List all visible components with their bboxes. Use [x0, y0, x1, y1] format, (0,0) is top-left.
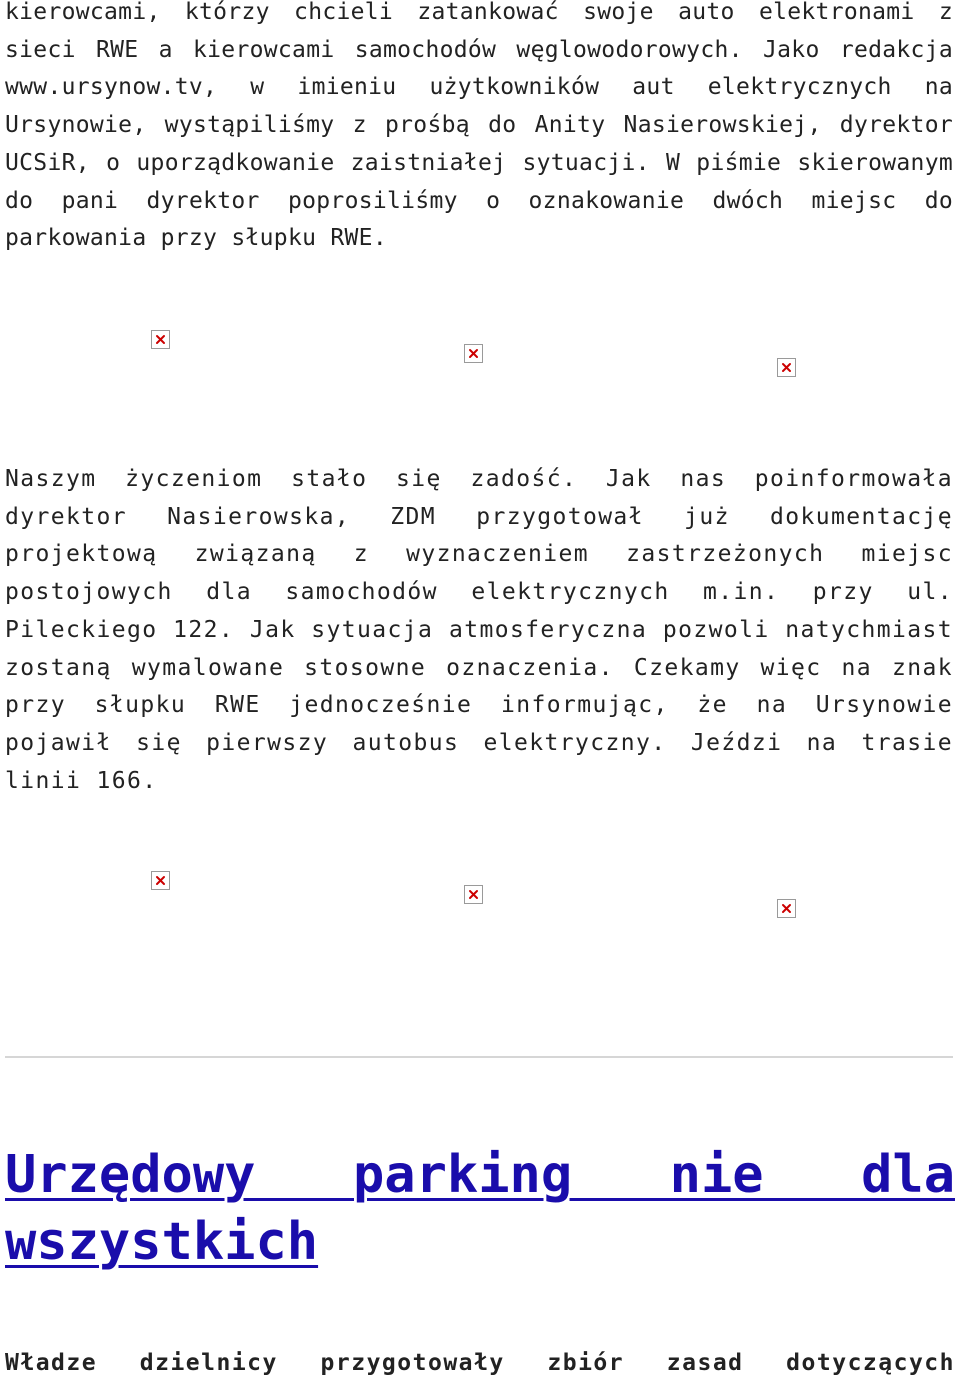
broken-image-icon[interactable] [464, 344, 483, 363]
next-article-title-link[interactable]: Urzędowy parking nie dla wszystkich [5, 1145, 955, 1272]
article-paragraph: kierowcami, którzy chcieli zatankować swoje auto elektronami z sieci RWE a kierowcami samochodów węglowodorowych. Jako redakcja www.ursynow.tv, w imieniu użytkowników aut elektrycznych na Ursynowie, wystąpiliśmy z prośbą do Anity Nasierowskiej, dyrektor UCSiR, o uporządkowanie zaistniałej sytuacji. W piśmie skierowanym do pani dyrektor poprosiliśmy o oznakowanie dwóch miejsc do parkowania przy słupku RWE. [5, 0, 953, 252]
image-row [5, 871, 953, 931]
broken-image-icon[interactable] [151, 330, 170, 349]
image-row [5, 330, 953, 390]
section-divider [5, 1056, 953, 1058]
broken-image-icon[interactable] [777, 899, 796, 918]
next-article-lead: Władze dzielnicy przygotowały zbiór zasad dotyczących [5, 1350, 955, 1376]
broken-image-icon[interactable] [151, 871, 170, 890]
article-paragraph: Naszym życzeniom stało się zadość. Jak nas poinformowała dyrektor Nasierowska, ZDM przygotował już dokumentację projektową związaną z wyznaczeniem zastrzeżonych miejsc postojowych dla samochodów elektrycznych m.in. przy ul. Pileckiego 122. Jak sytuacja atmosferyczna pozwoli natychmiast zostaną wymalowane stosowne oznaczenia. Czekamy więc na znak przy słupku RWE jednocześnie informując, że na Ursynowie pojawił się pierwszy autobus elektryczny. Jeździ na trasie linii 166. [5, 466, 953, 794]
broken-image-icon[interactable] [464, 885, 483, 904]
broken-image-icon[interactable] [777, 358, 796, 377]
